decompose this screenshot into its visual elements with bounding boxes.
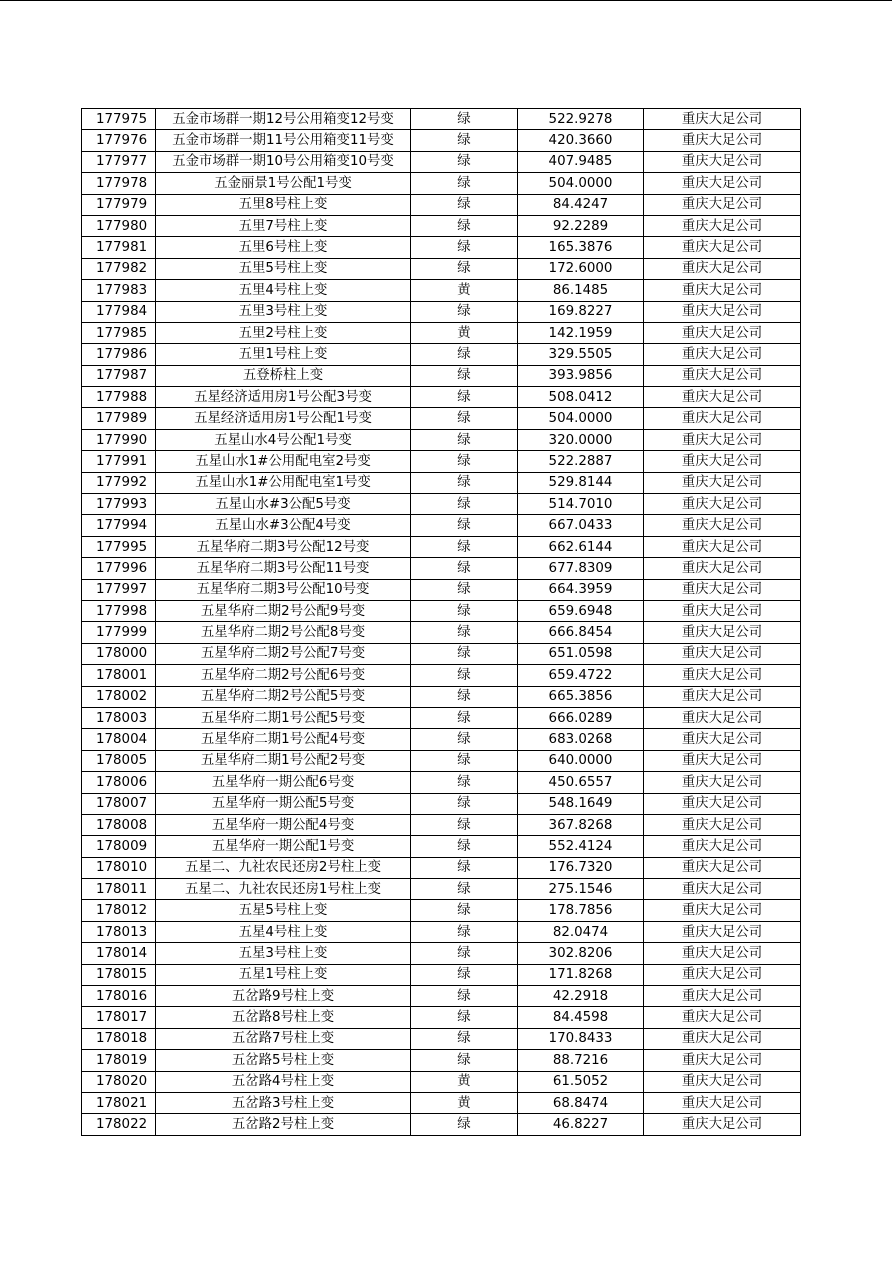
cell-name: 五里7号柱上变 xyxy=(156,215,411,236)
cell-name: 五登桥柱上变 xyxy=(156,365,411,386)
cell-company: 重庆大足公司 xyxy=(644,344,801,365)
cell-name: 五星山水1#公用配电室1号变 xyxy=(156,472,411,493)
cell-id: 177986 xyxy=(82,344,156,365)
cell-name: 五金市场群一期11号公用箱变11号变 xyxy=(156,130,411,151)
cell-value: 92.2289 xyxy=(518,215,644,236)
cell-id: 177998 xyxy=(82,600,156,621)
table-row xyxy=(82,408,801,429)
cell-id: 178006 xyxy=(82,772,156,793)
cell-name: 五里2号柱上变 xyxy=(156,322,411,343)
table-row xyxy=(82,814,801,835)
cell-status: 绿 xyxy=(411,494,518,515)
cell-id: 177994 xyxy=(82,515,156,536)
table-row xyxy=(82,750,801,771)
cell-company: 重庆大足公司 xyxy=(644,429,801,450)
cell-value: 651.0598 xyxy=(518,643,644,664)
cell-name: 五星华府二期1号公配4号变 xyxy=(156,729,411,750)
cell-value: 302.8206 xyxy=(518,943,644,964)
table-row xyxy=(82,600,801,621)
cell-id: 177995 xyxy=(82,536,156,557)
cell-name: 五岔路9号柱上变 xyxy=(156,986,411,1007)
cell-company: 重庆大足公司 xyxy=(644,879,801,900)
cell-company: 重庆大足公司 xyxy=(644,729,801,750)
cell-name: 五星华府二期2号公配7号变 xyxy=(156,643,411,664)
cell-company: 重庆大足公司 xyxy=(644,857,801,878)
cell-value: 420.3660 xyxy=(518,130,644,151)
table-row xyxy=(82,793,801,814)
cell-id: 178003 xyxy=(82,707,156,728)
cell-status: 绿 xyxy=(411,130,518,151)
cell-name: 五里5号柱上变 xyxy=(156,258,411,279)
cell-company: 重庆大足公司 xyxy=(644,215,801,236)
table-row xyxy=(82,109,801,130)
cell-name: 五星华府一期公配6号变 xyxy=(156,772,411,793)
table-row xyxy=(82,215,801,236)
cell-id: 177981 xyxy=(82,237,156,258)
cell-id: 178019 xyxy=(82,1050,156,1071)
cell-name: 五星山水#3公配4号变 xyxy=(156,515,411,536)
cell-company: 重庆大足公司 xyxy=(644,558,801,579)
cell-status: 绿 xyxy=(411,536,518,557)
cell-status: 绿 xyxy=(411,750,518,771)
cell-company: 重庆大足公司 xyxy=(644,280,801,301)
table-row xyxy=(82,387,801,408)
table-row xyxy=(82,1092,801,1113)
table-body xyxy=(82,109,801,1136)
table-row xyxy=(82,579,801,600)
cell-id: 177989 xyxy=(82,408,156,429)
cell-id: 178004 xyxy=(82,729,156,750)
cell-id: 177983 xyxy=(82,280,156,301)
table-row xyxy=(82,964,801,985)
table-row xyxy=(82,515,801,536)
cell-name: 五星华府二期1号公配5号变 xyxy=(156,707,411,728)
cell-status: 绿 xyxy=(411,879,518,900)
cell-company: 重庆大足公司 xyxy=(644,600,801,621)
cell-value: 508.0412 xyxy=(518,387,644,408)
cell-status: 绿 xyxy=(411,836,518,857)
cell-id: 178014 xyxy=(82,943,156,964)
cell-id: 178005 xyxy=(82,750,156,771)
cell-value: 68.8474 xyxy=(518,1092,644,1113)
cell-status: 绿 xyxy=(411,686,518,707)
table-row xyxy=(82,1007,801,1028)
cell-company: 重庆大足公司 xyxy=(644,301,801,322)
cell-company: 重庆大足公司 xyxy=(644,1092,801,1113)
cell-id: 178008 xyxy=(82,814,156,835)
cell-status: 绿 xyxy=(411,515,518,536)
cell-value: 178.7856 xyxy=(518,900,644,921)
cell-status: 黄 xyxy=(411,280,518,301)
cell-status: 绿 xyxy=(411,215,518,236)
cell-name: 五金市场群一期10号公用箱变10号变 xyxy=(156,151,411,172)
cell-id: 177977 xyxy=(82,151,156,172)
cell-id: 177987 xyxy=(82,365,156,386)
cell-id: 177975 xyxy=(82,109,156,130)
cell-name: 五岔路7号柱上变 xyxy=(156,1028,411,1049)
cell-value: 450.6557 xyxy=(518,772,644,793)
cell-company: 重庆大足公司 xyxy=(644,964,801,985)
cell-value: 393.9856 xyxy=(518,365,644,386)
cell-company: 重庆大足公司 xyxy=(644,515,801,536)
table-row xyxy=(82,344,801,365)
cell-id: 177984 xyxy=(82,301,156,322)
cell-id: 177992 xyxy=(82,472,156,493)
cell-status: 黄 xyxy=(411,1071,518,1092)
cell-value: 665.3856 xyxy=(518,686,644,707)
cell-company: 重庆大足公司 xyxy=(644,836,801,857)
cell-name: 五岔路8号柱上变 xyxy=(156,1007,411,1028)
cell-status: 绿 xyxy=(411,943,518,964)
table-row xyxy=(82,365,801,386)
cell-value: 504.0000 xyxy=(518,173,644,194)
cell-status: 绿 xyxy=(411,772,518,793)
table-row xyxy=(82,943,801,964)
cell-id: 177982 xyxy=(82,258,156,279)
cell-value: 666.0289 xyxy=(518,707,644,728)
cell-company: 重庆大足公司 xyxy=(644,1114,801,1135)
cell-company: 重庆大足公司 xyxy=(644,536,801,557)
cell-company: 重庆大足公司 xyxy=(644,579,801,600)
cell-value: 548.1649 xyxy=(518,793,644,814)
cell-id: 177979 xyxy=(82,194,156,215)
cell-status: 绿 xyxy=(411,365,518,386)
cell-name: 五星经济适用房1号公配3号变 xyxy=(156,387,411,408)
cell-value: 46.8227 xyxy=(518,1114,644,1135)
table-row xyxy=(82,643,801,664)
cell-status: 绿 xyxy=(411,194,518,215)
cell-name: 五里4号柱上变 xyxy=(156,280,411,301)
cell-company: 重庆大足公司 xyxy=(644,365,801,386)
cell-name: 五岔路4号柱上变 xyxy=(156,1071,411,1092)
cell-company: 重庆大足公司 xyxy=(644,322,801,343)
table-row xyxy=(82,772,801,793)
cell-name: 五星华府二期3号公配10号变 xyxy=(156,579,411,600)
cell-value: 664.3959 xyxy=(518,579,644,600)
cell-name: 五星二、九社农民还房1号柱上变 xyxy=(156,879,411,900)
cell-name: 五星4号柱上变 xyxy=(156,921,411,942)
cell-name: 五星5号柱上变 xyxy=(156,900,411,921)
cell-company: 重庆大足公司 xyxy=(644,643,801,664)
cell-value: 165.3876 xyxy=(518,237,644,258)
table-row xyxy=(82,879,801,900)
cell-id: 178020 xyxy=(82,1071,156,1092)
cell-id: 178012 xyxy=(82,900,156,921)
table-row xyxy=(82,1071,801,1092)
cell-value: 84.4247 xyxy=(518,194,644,215)
table-row xyxy=(82,921,801,942)
cell-status: 绿 xyxy=(411,558,518,579)
cell-value: 529.8144 xyxy=(518,472,644,493)
table-row xyxy=(82,857,801,878)
cell-value: 552.4124 xyxy=(518,836,644,857)
cell-value: 662.6144 xyxy=(518,536,644,557)
cell-company: 重庆大足公司 xyxy=(644,472,801,493)
cell-company: 重庆大足公司 xyxy=(644,622,801,643)
cell-id: 178013 xyxy=(82,921,156,942)
table-row xyxy=(82,900,801,921)
cell-status: 绿 xyxy=(411,600,518,621)
cell-name: 五里1号柱上变 xyxy=(156,344,411,365)
table-row xyxy=(82,322,801,343)
cell-value: 172.6000 xyxy=(518,258,644,279)
cell-id: 177978 xyxy=(82,173,156,194)
cell-value: 82.0474 xyxy=(518,921,644,942)
cell-status: 绿 xyxy=(411,387,518,408)
cell-status: 绿 xyxy=(411,451,518,472)
cell-company: 重庆大足公司 xyxy=(644,814,801,835)
cell-id: 178000 xyxy=(82,643,156,664)
cell-status: 绿 xyxy=(411,429,518,450)
cell-name: 五里3号柱上变 xyxy=(156,301,411,322)
cell-value: 86.1485 xyxy=(518,280,644,301)
cell-status: 绿 xyxy=(411,301,518,322)
cell-company: 重庆大足公司 xyxy=(644,686,801,707)
cell-company: 重庆大足公司 xyxy=(644,921,801,942)
table-row xyxy=(82,494,801,515)
cell-value: 170.8433 xyxy=(518,1028,644,1049)
table-row xyxy=(82,301,801,322)
cell-value: 667.0433 xyxy=(518,515,644,536)
cell-name: 五星3号柱上变 xyxy=(156,943,411,964)
cell-name: 五星华府一期公配5号变 xyxy=(156,793,411,814)
cell-name: 五金市场群一期12号公用箱变12号变 xyxy=(156,109,411,130)
cell-value: 677.8309 xyxy=(518,558,644,579)
cell-value: 275.1546 xyxy=(518,879,644,900)
cell-id: 178001 xyxy=(82,665,156,686)
cell-id: 177976 xyxy=(82,130,156,151)
cell-id: 177988 xyxy=(82,387,156,408)
cell-company: 重庆大足公司 xyxy=(644,772,801,793)
cell-name: 五星华府二期2号公配6号变 xyxy=(156,665,411,686)
cell-company: 重庆大足公司 xyxy=(644,109,801,130)
cell-status: 绿 xyxy=(411,793,518,814)
table-row xyxy=(82,280,801,301)
cell-status: 绿 xyxy=(411,986,518,1007)
cell-id: 177980 xyxy=(82,215,156,236)
cell-name: 五星二、九社农民还房2号柱上变 xyxy=(156,857,411,878)
cell-name: 五星山水4号公配1号变 xyxy=(156,429,411,450)
table-row xyxy=(82,686,801,707)
cell-company: 重庆大足公司 xyxy=(644,986,801,1007)
cell-status: 绿 xyxy=(411,665,518,686)
table-row xyxy=(82,173,801,194)
cell-status: 绿 xyxy=(411,579,518,600)
cell-id: 178016 xyxy=(82,986,156,1007)
cell-name: 五星华府二期2号公配9号变 xyxy=(156,600,411,621)
table-row xyxy=(82,451,801,472)
table-row xyxy=(82,429,801,450)
table-row xyxy=(82,665,801,686)
table-row xyxy=(82,472,801,493)
cell-status: 绿 xyxy=(411,408,518,429)
cell-company: 重庆大足公司 xyxy=(644,1071,801,1092)
cell-company: 重庆大足公司 xyxy=(644,707,801,728)
cell-status: 绿 xyxy=(411,1028,518,1049)
cell-status: 绿 xyxy=(411,1007,518,1028)
cell-value: 683.0268 xyxy=(518,729,644,750)
cell-status: 绿 xyxy=(411,472,518,493)
cell-id: 178015 xyxy=(82,964,156,985)
cell-id: 177985 xyxy=(82,322,156,343)
table-row xyxy=(82,1028,801,1049)
cell-company: 重庆大足公司 xyxy=(644,451,801,472)
cell-value: 176.7320 xyxy=(518,857,644,878)
table-row xyxy=(82,986,801,1007)
cell-id: 178022 xyxy=(82,1114,156,1135)
cell-name: 五岔路5号柱上变 xyxy=(156,1050,411,1071)
cell-name: 五星山水1#公用配电室2号变 xyxy=(156,451,411,472)
cell-value: 88.7216 xyxy=(518,1050,644,1071)
cell-id: 178011 xyxy=(82,879,156,900)
table-row xyxy=(82,130,801,151)
cell-name: 五星华府二期3号公配12号变 xyxy=(156,536,411,557)
transformer-table xyxy=(81,108,801,1136)
cell-name: 五星华府一期公配1号变 xyxy=(156,836,411,857)
cell-company: 重庆大足公司 xyxy=(644,151,801,172)
cell-status: 黄 xyxy=(411,322,518,343)
cell-id: 177999 xyxy=(82,622,156,643)
cell-status: 绿 xyxy=(411,258,518,279)
cell-value: 42.2918 xyxy=(518,986,644,1007)
cell-id: 177991 xyxy=(82,451,156,472)
cell-status: 黄 xyxy=(411,1092,518,1113)
cell-status: 绿 xyxy=(411,921,518,942)
cell-id: 177996 xyxy=(82,558,156,579)
cell-company: 重庆大足公司 xyxy=(644,1028,801,1049)
table-row xyxy=(82,707,801,728)
table-row xyxy=(82,1114,801,1135)
cell-id: 178021 xyxy=(82,1092,156,1113)
cell-company: 重庆大足公司 xyxy=(644,494,801,515)
table-row xyxy=(82,622,801,643)
cell-value: 407.9485 xyxy=(518,151,644,172)
cell-value: 329.5505 xyxy=(518,344,644,365)
table-row xyxy=(82,729,801,750)
cell-id: 177993 xyxy=(82,494,156,515)
cell-value: 142.1959 xyxy=(518,322,644,343)
cell-id: 178017 xyxy=(82,1007,156,1028)
cell-value: 666.8454 xyxy=(518,622,644,643)
cell-company: 重庆大足公司 xyxy=(644,900,801,921)
cell-name: 五金丽景1号公配1号变 xyxy=(156,173,411,194)
cell-id: 178009 xyxy=(82,836,156,857)
cell-status: 绿 xyxy=(411,643,518,664)
cell-value: 320.0000 xyxy=(518,429,644,450)
table-row xyxy=(82,836,801,857)
cell-company: 重庆大足公司 xyxy=(644,1007,801,1028)
table-row xyxy=(82,258,801,279)
cell-name: 五岔路3号柱上变 xyxy=(156,1092,411,1113)
cell-name: 五岔路2号柱上变 xyxy=(156,1114,411,1135)
cell-status: 绿 xyxy=(411,729,518,750)
cell-value: 84.4598 xyxy=(518,1007,644,1028)
cell-company: 重庆大足公司 xyxy=(644,750,801,771)
cell-status: 绿 xyxy=(411,1050,518,1071)
cell-company: 重庆大足公司 xyxy=(644,258,801,279)
cell-value: 659.4722 xyxy=(518,665,644,686)
cell-status: 绿 xyxy=(411,344,518,365)
cell-status: 绿 xyxy=(411,109,518,130)
cell-name: 五里6号柱上变 xyxy=(156,237,411,258)
table-row xyxy=(82,536,801,557)
cell-status: 绿 xyxy=(411,151,518,172)
cell-status: 绿 xyxy=(411,964,518,985)
cell-status: 绿 xyxy=(411,857,518,878)
cell-status: 绿 xyxy=(411,707,518,728)
cell-name: 五星华府一期公配4号变 xyxy=(156,814,411,835)
page-top-rule xyxy=(0,0,892,1)
cell-company: 重庆大足公司 xyxy=(644,793,801,814)
cell-company: 重庆大足公司 xyxy=(644,130,801,151)
cell-name: 五星山水#3公配5号变 xyxy=(156,494,411,515)
cell-value: 514.7010 xyxy=(518,494,644,515)
cell-name: 五星华府二期2号公配5号变 xyxy=(156,686,411,707)
cell-status: 绿 xyxy=(411,237,518,258)
cell-name: 五星经济适用房1号公配1号变 xyxy=(156,408,411,429)
cell-company: 重庆大足公司 xyxy=(644,387,801,408)
cell-value: 640.0000 xyxy=(518,750,644,771)
cell-value: 504.0000 xyxy=(518,408,644,429)
cell-name: 五星华府二期1号公配2号变 xyxy=(156,750,411,771)
cell-value: 61.5052 xyxy=(518,1071,644,1092)
cell-id: 178018 xyxy=(82,1028,156,1049)
cell-status: 绿 xyxy=(411,900,518,921)
cell-company: 重庆大足公司 xyxy=(644,194,801,215)
table-row xyxy=(82,237,801,258)
cell-company: 重庆大足公司 xyxy=(644,1050,801,1071)
cell-id: 178002 xyxy=(82,686,156,707)
cell-status: 绿 xyxy=(411,814,518,835)
cell-name: 五里8号柱上变 xyxy=(156,194,411,215)
cell-status: 绿 xyxy=(411,622,518,643)
cell-value: 169.8227 xyxy=(518,301,644,322)
cell-id: 178010 xyxy=(82,857,156,878)
cell-name: 五星1号柱上变 xyxy=(156,964,411,985)
cell-id: 177990 xyxy=(82,429,156,450)
cell-name: 五星华府二期2号公配8号变 xyxy=(156,622,411,643)
cell-company: 重庆大足公司 xyxy=(644,408,801,429)
table-row xyxy=(82,558,801,579)
cell-company: 重庆大足公司 xyxy=(644,173,801,194)
cell-company: 重庆大足公司 xyxy=(644,237,801,258)
cell-id: 178007 xyxy=(82,793,156,814)
table-row xyxy=(82,151,801,172)
cell-value: 659.6948 xyxy=(518,600,644,621)
table-row xyxy=(82,194,801,215)
cell-status: 绿 xyxy=(411,173,518,194)
table-row xyxy=(82,1050,801,1071)
cell-id: 177997 xyxy=(82,579,156,600)
cell-value: 171.8268 xyxy=(518,964,644,985)
cell-value: 522.2887 xyxy=(518,451,644,472)
cell-status: 绿 xyxy=(411,1114,518,1135)
cell-value: 367.8268 xyxy=(518,814,644,835)
cell-company: 重庆大足公司 xyxy=(644,665,801,686)
cell-company: 重庆大足公司 xyxy=(644,943,801,964)
cell-value: 522.9278 xyxy=(518,109,644,130)
cell-name: 五星华府二期3号公配11号变 xyxy=(156,558,411,579)
